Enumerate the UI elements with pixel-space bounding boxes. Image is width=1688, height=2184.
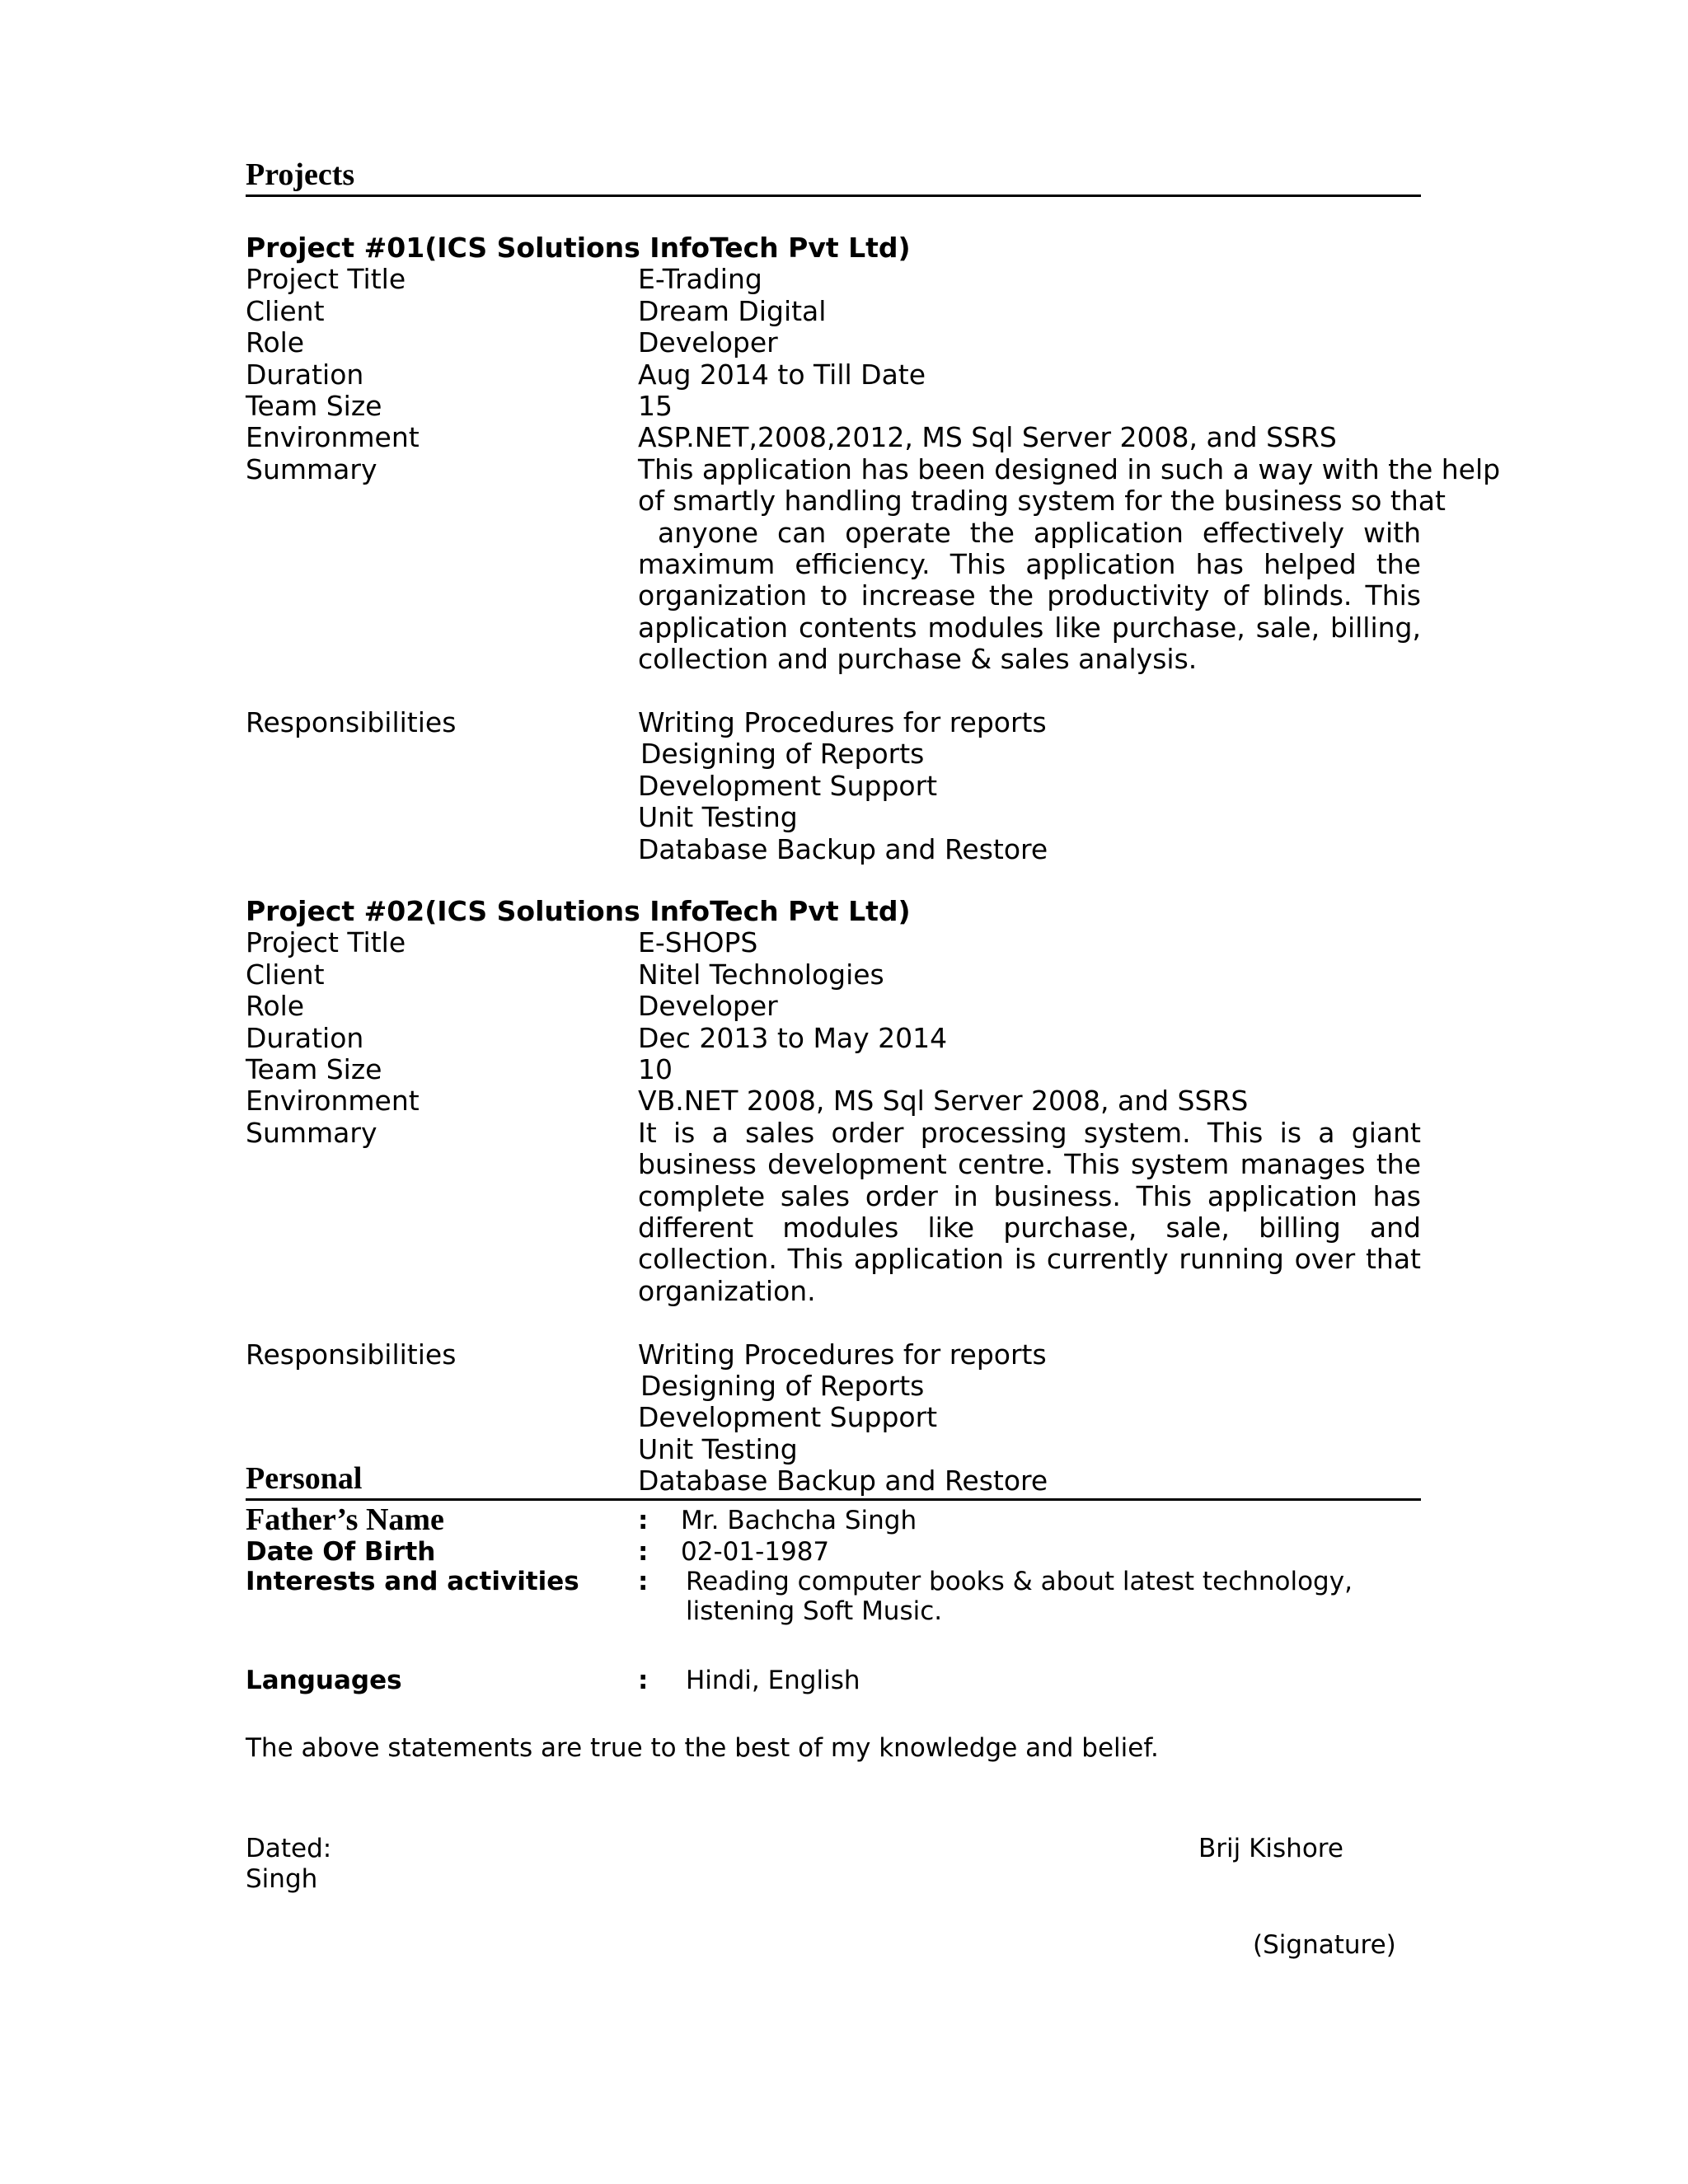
interests-label: Interests and activities [246,1567,579,1596]
project-block [246,896,1421,1497]
declaration-text: The above statements are true to the best of my knowledge and belief. [246,1733,1159,1763]
summary-text: It is a sales order processing system. This is a giant business development centre. This system manages the complete sales order in business. This application has different modules like purchase, sale, billing and collection. This application is currently running over that organization. [638,1116,1421,1307]
list-item: Writing Procedures for reports [638,1338,1047,1371]
summary-line: This application has been designed in such a way with the help [638,452,1501,485]
row-label: Client [246,294,325,327]
project-row [246,327,1421,359]
personal-row [246,1537,1421,1567]
row-label: Role [246,990,305,1023]
signatory-name-continued: Singh [246,1864,318,1894]
project-header: Project #01(ICS Solutions InfoTech Pvt Ltd) [246,232,911,264]
row-value: E-SHOPS [638,926,758,959]
project-row [246,991,1421,1022]
personal-row [246,1666,1421,1695]
personal-section [246,1502,1421,1695]
dob-value: 02-01-1987 [681,1537,830,1567]
signature-label: (Signature) [1253,1930,1396,1960]
responsibilities-label: Responsibilities [246,1338,457,1371]
row-label: Project Title [246,263,406,296]
row-value: Nitel Technologies [638,958,884,991]
project-row [246,391,1421,422]
row-value: 10 [638,1053,673,1086]
fathers-name-value: Mr. Bachcha Singh [681,1506,917,1535]
personal-row [246,1567,1421,1626]
row-label: Role [246,326,305,359]
row-label: Environment [246,421,420,454]
project-row [246,1023,1421,1054]
row-value: ASP.NET,2008,2012, MS Sql Server 2008, and SSRS [638,421,1337,454]
row-label: Project Title [246,926,406,959]
project-row [246,264,1421,295]
row-value: Dream Digital [638,294,827,327]
row-label: Duration [246,358,364,391]
summary-label: Summary [246,1116,377,1149]
dob-label: Date Of Birth [246,1537,436,1567]
languages-value: Hindi, English [686,1666,860,1695]
responsibilities-label: Responsibilities [246,706,457,739]
row-value: VB.NET 2008, MS Sql Server 2008, and SSRS [638,1085,1249,1118]
list-item: Unit Testing [638,801,798,834]
project-block [246,232,1501,865]
summary-line: of smartly handling trading system for the business so that [638,485,1446,518]
personal-heading: Personal [246,1460,1421,1501]
responsibilities-list [638,707,1421,865]
row-value: Developer [638,990,778,1023]
row-value: 15 [638,390,673,423]
project-row [246,1054,1421,1085]
project-row [246,359,1421,391]
list-item: Development Support [638,1401,938,1434]
colon: : [638,1567,649,1596]
project-row [246,422,1421,453]
list-item: Development Support [638,769,938,802]
dated-label: Dated: [246,1834,332,1863]
summary-row [246,1118,1421,1307]
languages-label: Languages [246,1666,402,1695]
project-row [246,927,1421,958]
summary-row [246,452,1501,676]
row-value: E-Trading [638,263,762,296]
project-row [246,296,1421,327]
row-label: Client [246,958,325,991]
row-label: Team Size [246,390,382,423]
fathers-name-label: Father’s Name [246,1502,444,1537]
list-item: Unit Testing [638,1432,798,1465]
summary-text: anyone can operate the application effectively with maximum efficiency. This application has helped the organization to increase the productivity of blinds. This application contents modules like purchase, sale, billing, collection and purchase & sales analysis. [638,516,1421,676]
row-label: Duration [246,1021,364,1054]
row-value: Dec 2013 to May 2014 [638,1021,948,1054]
interests-value: Reading computer books & about latest technology, [686,1567,1353,1596]
list-item: Designing of Reports [640,1370,925,1403]
list-item: Database Backup and Restore [638,1465,1048,1497]
row-value: Developer [638,326,778,359]
list-item: Database Backup and Restore [638,832,1048,865]
responsibilities-row [246,707,1421,865]
colon: : [638,1666,649,1695]
projects-heading: Projects [246,157,1421,197]
list-item: Designing of Reports [640,738,925,771]
list-item: Writing Procedures for reports [638,706,1047,739]
signatory-name: Brij Kishore [1198,1834,1343,1863]
row-label: Environment [246,1085,420,1118]
row-label: Team Size [246,1053,382,1086]
interests-value: listening Soft Music. [686,1596,943,1626]
colon: : [638,1537,649,1567]
row-value: Aug 2014 to Till Date [638,358,926,391]
summary-label: Summary [246,452,377,485]
project-header: Project #02(ICS Solutions InfoTech Pvt Ltd) [246,895,911,927]
personal-row [246,1502,1421,1537]
project-row [246,959,1421,991]
project-row [246,1085,1421,1117]
colon: : [638,1506,649,1535]
